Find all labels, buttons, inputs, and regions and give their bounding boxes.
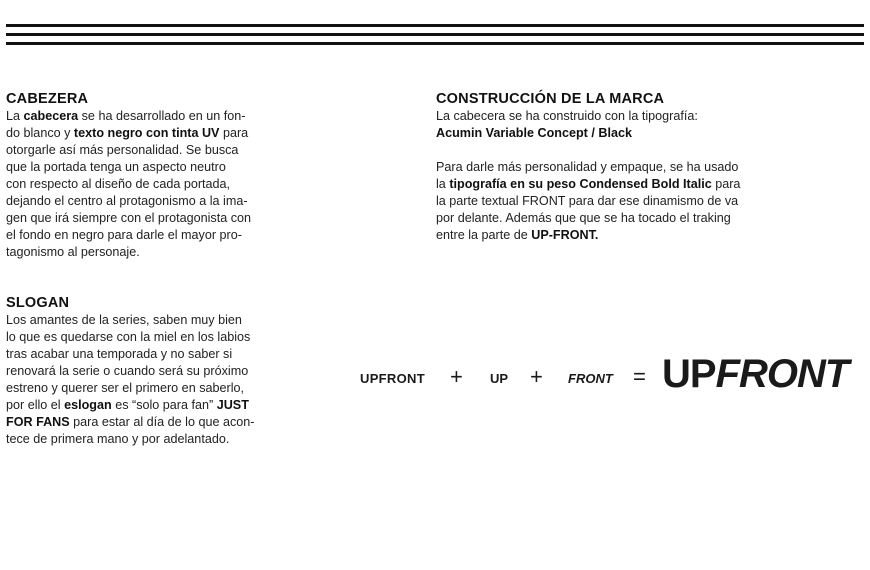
cabecera-title: CABEZERA [6,91,89,107]
slogan-paragraph: Los amantes de la series, saben muy bien lo que es quedarse con la miel en los labios tras acabar una temporada y no saber si renovará la serie o cuando será su próximo estreno y querer ser el primero en saberlo, por ello el eslogan es “solo para fan” JUST FOR FANS para estar al día de lo que acon- tece de primera mano y por adelantado. [6,313,255,446]
cabecera-section [6,90,306,261]
cabecera-paragraph: La cabecera se ha desarrollado en un fon- do blanco y texto negro con tinta UV para otorgarle así más personalidad. Se busca que la portada tenga un aspecto neutro con respecto al diseño de cada portada, dejando el centro al protagonismo a la ima- gen que irá siempre con el protagonista con el fondo en negro para darle el mayor pro- tagonismo al personaje. [6,109,252,259]
header-rule-3 [6,42,864,45]
logo-part-front: FRONT [715,352,849,396]
logo-word-upfront: UPFRONT [360,371,425,386]
plus-sign-2: + [530,364,543,389]
logo-word-front: FRONT [568,371,613,386]
construccion-paragraph-1: La cabecera se ha construido con la tipografía: Acumin Variable Concept / Black [436,109,698,140]
slogan-title: SLOGAN [6,295,70,311]
construccion-paragraph-2: Para darle más personalidad y empaque, se ha usado la tipografía en su peso Condensed Bold Italic para la parte textual FRONT para dar ese dinamismo de va por delante. Además que que se ha tocado el traking entre la parte de UP-FRONT. [436,160,741,242]
equals-sign: = [633,364,646,389]
construccion-section [436,90,836,244]
logo-part-up: UP [662,352,716,396]
logo-equation [360,350,849,396]
header-rule-2 [6,33,864,36]
plus-sign-1: + [450,364,463,389]
upfront-logo [662,354,848,394]
slogan-section [6,294,306,448]
logo-word-up: UP [490,371,509,386]
header-rule-1 [6,24,864,27]
construccion-title: CONSTRUCCIÓN DE LA MARCA [436,91,665,107]
